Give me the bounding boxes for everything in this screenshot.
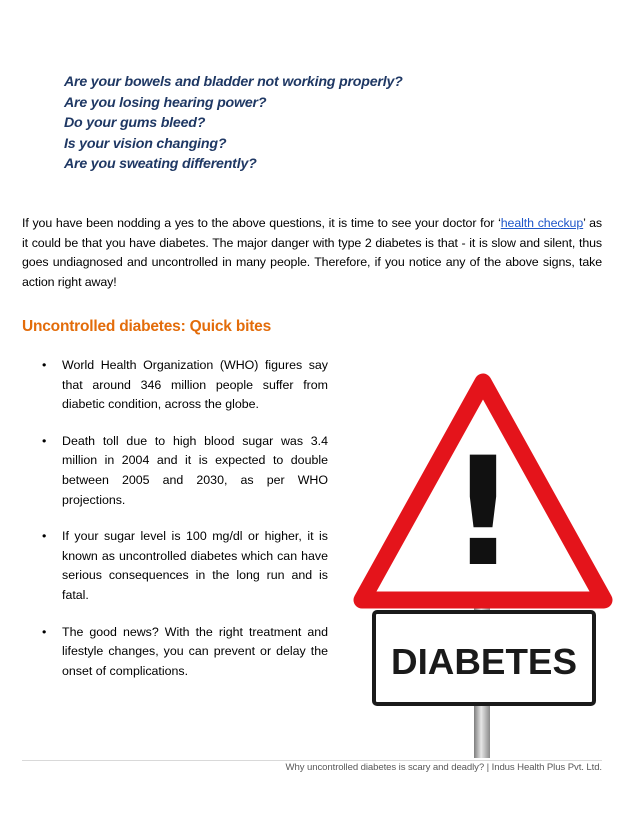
- list-item: [42, 527, 328, 605]
- intro-text-before: If you have been nodding a yes to the above questions, it is time to see your doctor for ‘: [22, 216, 501, 230]
- bullet-text: If your sugar level is 100 mg/dl or higher, it is known as uncontrolled diabetes which can have serious consequences in the long run and is fatal.: [62, 529, 328, 602]
- bullet-icon: •: [42, 624, 47, 639]
- diabetes-warning-sign-image: [352, 368, 614, 758]
- intro-text-after: ’ as it could be that you have diabetes. The major danger with type 2 diabetes is that - it is slow and silent, thus goes undiagnosed and uncontrolled in many people. Therefore, if you notice any of the above signs, take action right away!: [22, 216, 603, 289]
- health-checkup-link[interactable]: health checkup: [500, 216, 584, 230]
- bullet-text: The good news? With the right treatment and lifestyle changes, you can prevent or delay the onset of complications.: [62, 624, 328, 678]
- footer-divider: [22, 760, 602, 761]
- intro-paragraph: [22, 214, 602, 292]
- section-heading: Uncontrolled diabetes: Quick bites: [22, 318, 271, 335]
- page-footer: Why uncontrolled diabetes is scary and deadly? | Indus Health Plus Pvt. Ltd.: [285, 762, 602, 773]
- symptom-questions: [64, 72, 403, 175]
- bullet-icon: •: [42, 529, 47, 544]
- bullet-icon: •: [42, 433, 47, 448]
- exclamation-icon: !: [448, 426, 518, 600]
- question-item: Are you sweating differently?: [64, 156, 257, 172]
- question-item: Do your gums bleed?: [64, 115, 206, 131]
- bullet-text: Death toll due to high blood sugar was 3.4 million in 2004 and it is expected to double between 2005 and 2030, as per WHO projections.: [62, 433, 328, 507]
- question-item: Are your bowels and bladder not working properly?: [64, 74, 403, 90]
- question-item: Is your vision changing?: [64, 135, 227, 152]
- list-item: [42, 432, 328, 510]
- diabetes-plate-label: DIABETES: [391, 641, 577, 682]
- list-item: [42, 356, 328, 415]
- quick-bites-list: [42, 356, 328, 698]
- bullet-text: World Health Organization (WHO) figures say that around 346 million people suffer from diabetic condition, across the globe.: [62, 358, 328, 412]
- list-item: [42, 623, 328, 682]
- bullet-icon: •: [42, 358, 47, 372]
- question-item: Are you losing hearing power?: [64, 94, 267, 111]
